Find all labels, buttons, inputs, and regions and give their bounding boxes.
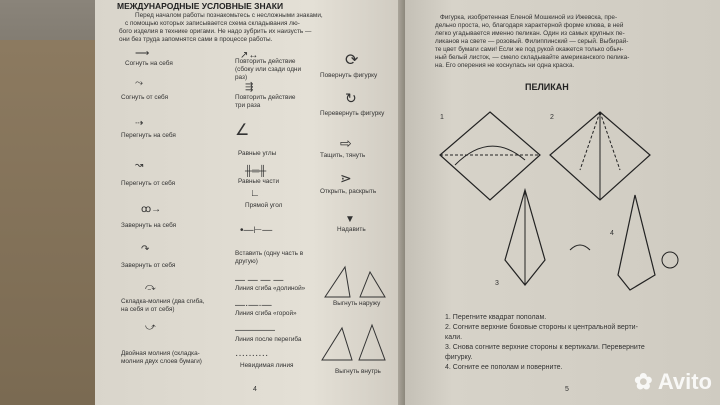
rotate-icon: ⟳ xyxy=(345,52,359,69)
mountain-fold-line-icon: —·—·— xyxy=(235,300,272,311)
intro-line: Фигурка, изобретенная Еленой Мошкиной из Ижевска, пре- xyxy=(440,14,618,21)
arrow-fold-away-icon: ⤳ xyxy=(135,78,143,89)
valley-fold-line-icon: — — — — xyxy=(235,275,284,286)
crease-line-icon: ———— xyxy=(235,325,275,336)
sign-label: Повторить действие три раза xyxy=(235,94,296,109)
left-page-heading: МЕЖДУНАРОДНЫЕ УСЛОВНЫЕ ЗНАКИ xyxy=(117,1,284,11)
sign-label: Перевернуть фигурку xyxy=(320,110,385,117)
page-number: 5 xyxy=(565,386,569,393)
article-title: ПЕЛИКАН xyxy=(525,82,569,92)
figure-number: 2 xyxy=(550,114,554,121)
sign-label: Согнуть от себя xyxy=(121,94,169,101)
sign-label: Выгнуть наружу xyxy=(333,300,381,307)
sign-label: Завернуть на себя xyxy=(121,222,177,229)
intro-line: ный белый листок, — смело складывайте американского пелика- xyxy=(435,54,630,61)
flip-icon: ↻ xyxy=(345,90,357,106)
arrow-fold-toward-icon: ⟶ xyxy=(135,48,150,59)
figure-number: 3 xyxy=(495,280,499,287)
pull-icon: ⇨ xyxy=(340,135,352,151)
sign-label: Повторить действие (сбоку или сзади одни раз) xyxy=(235,58,302,81)
intro-line: на. Его оперения не коснулась ни одна краска. xyxy=(435,62,575,69)
step-line: 1. Перегните квадрат пополам. xyxy=(445,314,547,321)
watermark xyxy=(634,369,712,395)
right-angle-icon: ∟ xyxy=(250,188,260,199)
sign-label: Выгнуть внутрь xyxy=(335,368,381,375)
watermark-logo-icon: ✿ xyxy=(634,369,658,394)
step-line: кали. xyxy=(445,334,463,341)
step-line: 3. Снова согните верхние стороны к вертикали. Переверните xyxy=(445,344,645,351)
sign-label: Двойная молния (складка-молния двух слоев бумаги) xyxy=(121,350,202,365)
intro-line: легко угадывается именно пеликан. Один из самых крупных пе- xyxy=(435,30,625,37)
arrow-refold-toward-icon: ⇢ xyxy=(135,118,144,129)
sign-label: Невидимая линия xyxy=(240,362,294,369)
sign-label: Надавить xyxy=(337,226,366,233)
insert-icon: •—⊢— xyxy=(240,225,273,236)
sign-label: Завернуть от себя xyxy=(121,262,176,269)
page-number: 4 xyxy=(253,386,257,393)
hidden-line-icon: ·········· xyxy=(235,350,269,361)
sign-label: Перегнуть от себя xyxy=(121,180,176,187)
intro-line: ликанов на свете — розовый. Филиппинский — серый. Выбирай- xyxy=(435,38,629,45)
sign-label: Согнуть на себя xyxy=(125,60,173,67)
inside-reverse-fold-diagram xyxy=(317,320,387,365)
book-right-page xyxy=(405,0,720,405)
pleat-fold-icon: ⤼ xyxy=(145,282,156,293)
intro-line: с помощью которых записывается схема складывания лю- xyxy=(125,20,300,27)
pelican-folding-diagram xyxy=(430,100,700,305)
intro-line: Перед началом работы познакомьтесь с несложными знаками, xyxy=(135,12,323,19)
sign-label: Перегнуть на себя xyxy=(121,132,176,139)
open-icon: ⋗ xyxy=(340,170,352,186)
sign-label: Складка-молния (два сгиба, на себя и от себя) xyxy=(121,298,205,313)
repeat-thrice-icon: ⇶ xyxy=(245,82,254,93)
step-line: фигурку. xyxy=(445,354,473,361)
repeat-once-icon: ↗↔ xyxy=(240,50,259,61)
press-icon: ▼ xyxy=(345,214,355,225)
intro-line: дельно проста, но, благодаря характерной форме клюва, в ней xyxy=(435,22,624,29)
sign-label: Прямой угол xyxy=(245,202,283,209)
intro-line: они без труда запомнятся сами в процессе работы. xyxy=(119,36,273,43)
double-pleat-icon: ⤻ xyxy=(145,322,156,333)
step-line: 2. Согните верхние боковые стороны к центральной верти- xyxy=(445,324,638,331)
sign-label: Вставить (одну часть в другую) xyxy=(235,250,304,265)
figure-number: 1 xyxy=(440,114,444,121)
intro-line: бого изделия в технике оригами. Не надо зубрить их наизусть — xyxy=(119,28,312,35)
arrow-roll-away-icon: ↷ xyxy=(141,244,150,255)
sign-label: Тащить, тянуть xyxy=(320,152,366,159)
sign-label: Линия сгиба «горой» xyxy=(235,310,297,317)
step-line: 4. Согните ее пополам и поверните. xyxy=(445,364,563,371)
sign-label: Равные части xyxy=(238,178,280,185)
sign-label: Открыть, раскрыть xyxy=(320,188,377,195)
watermark-text: Avito xyxy=(657,369,712,394)
outside-reverse-fold-diagram xyxy=(320,262,390,302)
figure-number: 4 xyxy=(610,230,614,237)
sign-label: Повернуть фигурку xyxy=(320,72,378,79)
book-left-page xyxy=(95,0,405,405)
intro-line: те цвет бумаги сами! Если же под рукой окажется только обыч- xyxy=(435,46,624,53)
sign-label: Линия после перегиба xyxy=(235,336,302,343)
arrow-roll-toward-icon: ꝏ→ xyxy=(141,204,162,215)
sign-label: Равные углы xyxy=(238,150,277,157)
sign-label: Линия сгиба «долиной» xyxy=(235,285,306,292)
arrow-refold-away-icon: ↝ xyxy=(135,160,144,171)
equal-angles-icon: ∠ xyxy=(235,122,250,139)
equal-parts-icon: ╫═╫ xyxy=(245,166,267,177)
